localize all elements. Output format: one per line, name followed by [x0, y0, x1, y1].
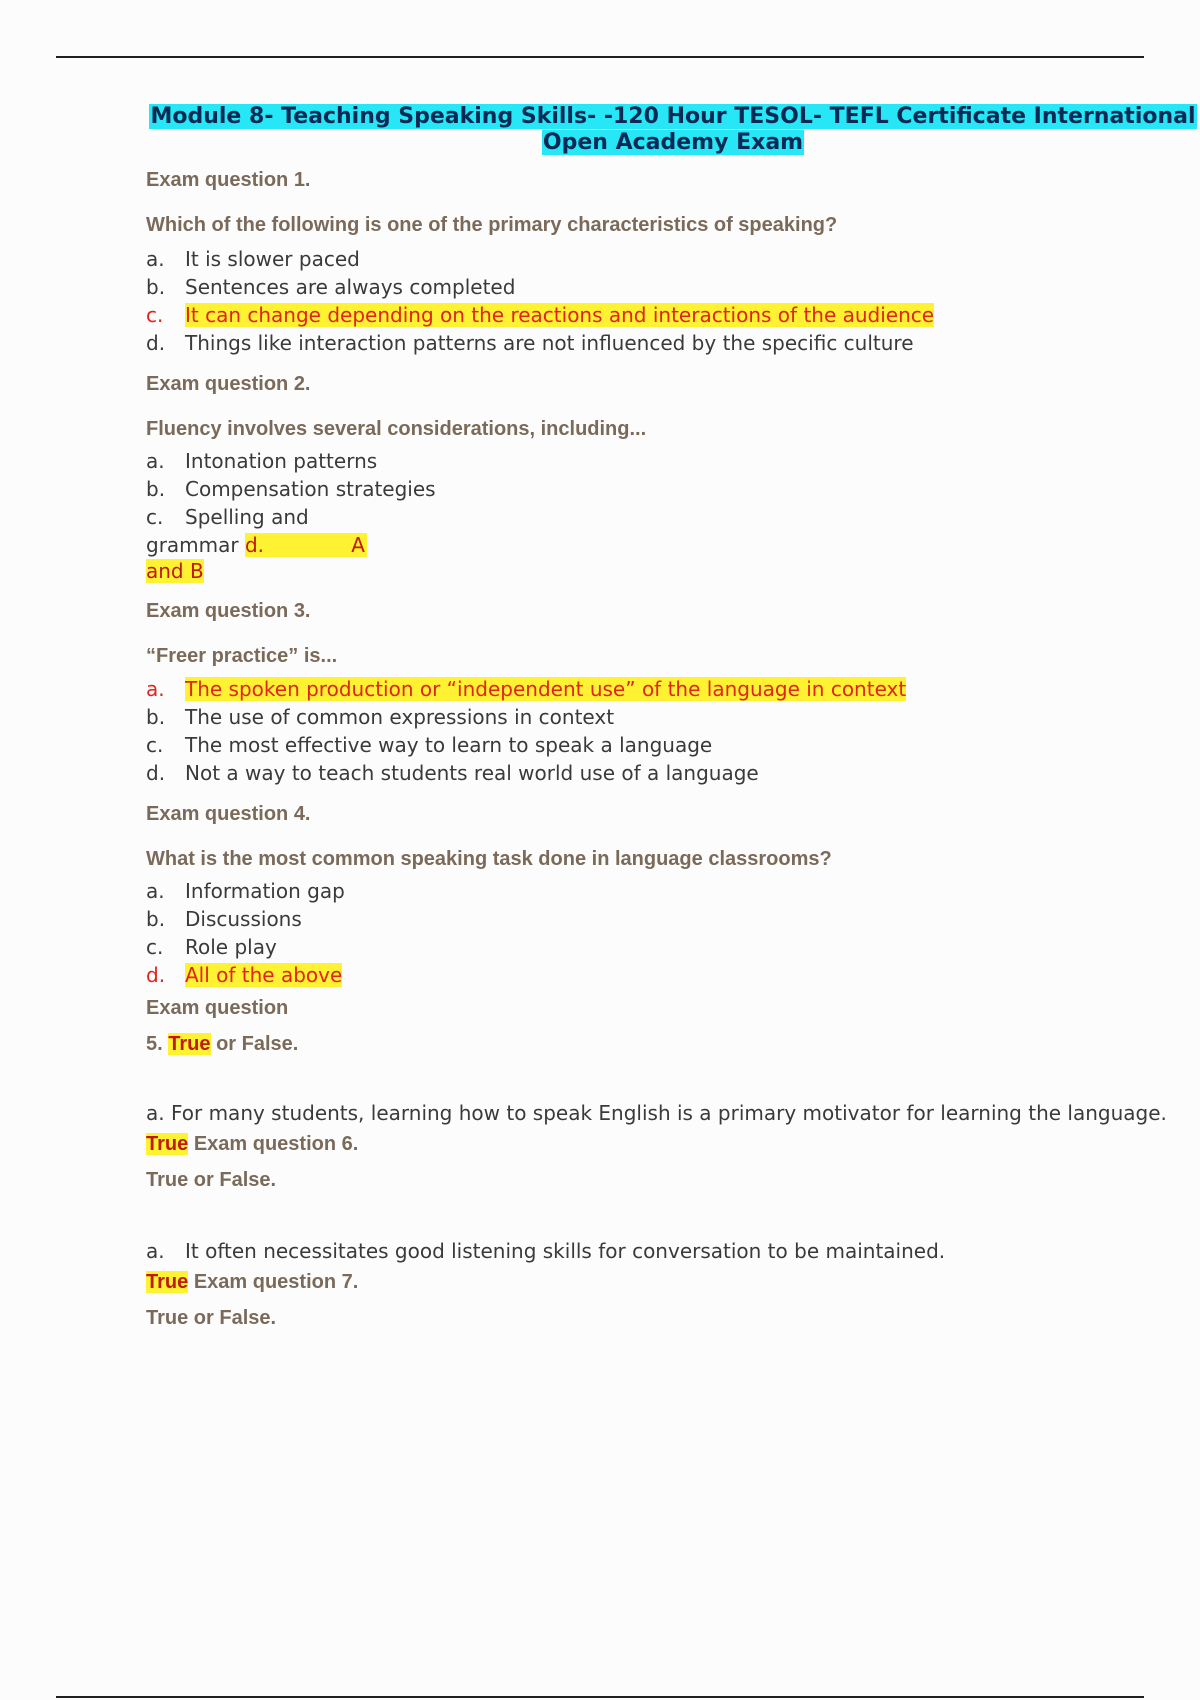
q1-option-b [146, 275, 515, 299]
option-text: Sentences are always completed [185, 275, 516, 299]
q3-option-c [146, 733, 712, 757]
option-text: The spoken production or “independent use” of the language in context [185, 677, 907, 701]
q2-option-c-wrap [146, 533, 367, 557]
q2-answer-part2-line [146, 559, 204, 583]
q7-prompt: True or False. [146, 1307, 277, 1329]
q6-statement [146, 1239, 945, 1263]
q5-result: True [146, 1133, 189, 1155]
option-letter: d. [146, 331, 166, 355]
option-letter: a. [146, 449, 165, 473]
option-letter: b. [146, 275, 166, 299]
q3-option-b [146, 705, 614, 729]
q1-prompt: Which of the following is one of the primary characteristics of speaking? [146, 214, 838, 236]
option-text: It can change depending on the reactions and interactions of the audience [185, 303, 935, 327]
q4-option-c [146, 935, 277, 959]
option-letter: b. [146, 477, 166, 501]
q3-option-a-answer [146, 677, 906, 701]
option-text: The use of common expressions in context [185, 705, 615, 729]
q5-statement: a. For many students, learning how to speak English is a primary motivator for learning the language. [146, 1101, 1167, 1125]
option-text: Compensation strategies [185, 477, 436, 501]
q4-option-d-answer [146, 963, 342, 987]
title-line-2: Open Academy Exam [542, 130, 804, 155]
q1-option-d [146, 331, 914, 355]
q3-prompt: “Freer practice” is... [146, 645, 338, 667]
option-text-wrap: grammar [146, 533, 239, 557]
q2-option-c [146, 505, 309, 529]
q4-option-b [146, 907, 302, 931]
q1-heading: Exam question 1. [146, 169, 311, 191]
q4-option-a [146, 879, 345, 903]
option-letter: d. [146, 963, 166, 987]
option-letter: a. [146, 247, 165, 271]
q5-rest: or False. [216, 1033, 299, 1055]
option-letter: c. [146, 505, 164, 529]
q6-result: True [146, 1271, 189, 1293]
q1-option-c-answer [146, 303, 934, 327]
title-line-1: Module 8- Teaching Speaking Skills- -120 Hour TESOL- TEFL Certificate International [150, 104, 1196, 129]
option-letter: b. [146, 705, 166, 729]
q5-heading: Exam question [146, 997, 289, 1019]
option-letter: a. [146, 1239, 165, 1263]
q5-prompt [146, 1033, 298, 1056]
q4-heading: Exam question 4. [146, 803, 311, 825]
option-text: Discussions [185, 907, 302, 931]
option-text: All of the above [185, 963, 343, 987]
q6-result-line [146, 1271, 358, 1294]
option-text: Things like interaction patterns are not influenced by the specific culture [185, 331, 914, 355]
q2-heading: Exam question 2. [146, 373, 311, 395]
option-letter: c. [146, 935, 164, 959]
q4-prompt: What is the most common speaking task done in language classrooms? [146, 848, 832, 870]
option-letter: a. [146, 677, 165, 701]
q1-option-a [146, 247, 360, 271]
option-text: It is slower paced [185, 247, 360, 271]
option-letter: a. [146, 879, 165, 903]
q5-result-line [146, 1133, 358, 1156]
q5-answer: True [168, 1033, 211, 1055]
q2-option-a [146, 449, 377, 473]
q6-heading: Exam question 6. [193, 1133, 359, 1155]
option-letter: d. [146, 761, 166, 785]
q2-option-b [146, 477, 436, 501]
option-text: Intonation patterns [185, 449, 378, 473]
option-text: Not a way to teach students real world use of a language [185, 761, 759, 785]
option-text: Information gap [185, 879, 345, 903]
q3-option-d [146, 761, 759, 785]
top-rule [56, 56, 1144, 58]
q6-prompt: True or False. [146, 1169, 277, 1191]
option-text: Role play [185, 935, 277, 959]
option-letter: c. [146, 733, 164, 757]
option-letter: c. [146, 303, 164, 327]
option-text: It often necessitates good listening skills for conversation to be maintained. [185, 1239, 946, 1263]
option-letter: b. [146, 907, 166, 931]
option-text: The most effective way to learn to speak a language [185, 733, 713, 757]
document-title [146, 104, 1200, 156]
bottom-rule [56, 1696, 1144, 1698]
q2-prompt: Fluency involves several considerations, including... [146, 418, 647, 440]
q3-heading: Exam question 3. [146, 600, 311, 622]
option-text: Spelling and [185, 505, 309, 529]
q5-number: 5. [146, 1033, 163, 1055]
q2-answer-part1: A [351, 533, 365, 557]
q2-answer-letter: d. A [244, 533, 365, 557]
q7-heading: Exam question 7. [193, 1271, 359, 1293]
q2-answer-part2: and B [146, 559, 204, 583]
